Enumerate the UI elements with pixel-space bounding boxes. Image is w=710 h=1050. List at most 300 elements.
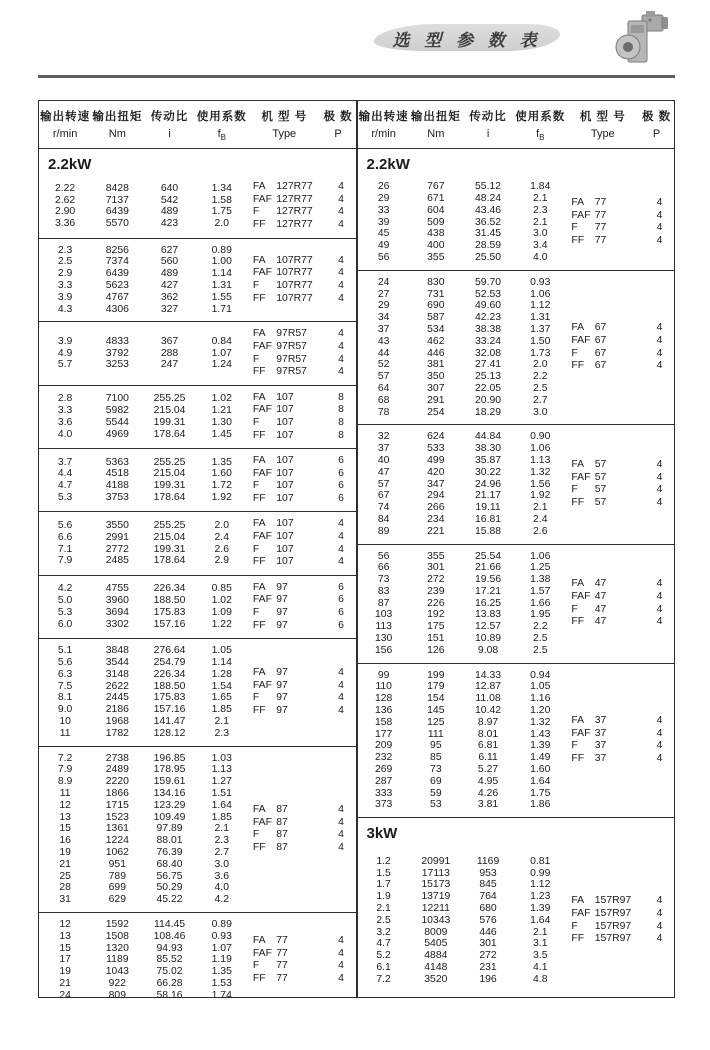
- cell-service-factor: 0.81: [530, 855, 551, 867]
- cell-torque: 4518: [105, 468, 129, 480]
- cell-ratio: 362: [160, 291, 179, 303]
- cell-service-factor: 3.0: [533, 406, 548, 418]
- cell-ratio: 489: [160, 268, 179, 280]
- table-row: [358, 621, 567, 633]
- type-designation: [566, 348, 645, 361]
- type-list: [566, 181, 674, 264]
- type-model: 67: [594, 347, 607, 359]
- type-model: 107R77: [276, 279, 313, 291]
- type-list: [566, 431, 674, 537]
- cell-ratio: 28.59: [475, 240, 502, 252]
- cell-torque: 192: [427, 609, 445, 621]
- type-model: 157R97: [594, 933, 632, 945]
- type-list: [566, 551, 674, 657]
- type-designation: [248, 392, 327, 405]
- table-header: [358, 101, 675, 149]
- type-designation: [248, 935, 327, 948]
- cell-ratio: 17.21: [475, 585, 502, 597]
- cell-speed: 7.9: [57, 764, 73, 776]
- pole-count: 4: [656, 715, 663, 727]
- cell-ratio: 25.50: [475, 251, 502, 263]
- type-row: [566, 578, 674, 591]
- pole-count: 6: [338, 455, 344, 467]
- cell-service-factor: 2.0: [214, 520, 229, 532]
- type-list: [248, 518, 356, 568]
- cell-torque: 4767: [105, 291, 129, 303]
- cell-ratio: 50.29: [156, 882, 183, 894]
- cell-speed: 49: [377, 240, 390, 252]
- cell-torque: 266: [427, 502, 445, 514]
- table-row: [39, 657, 248, 669]
- type-prefix: FAF: [252, 594, 272, 606]
- cell-torque: 7137: [105, 194, 129, 206]
- type-row: [248, 518, 356, 531]
- type-prefix: FF: [252, 972, 266, 984]
- cell-torque: 533: [427, 443, 445, 455]
- cell-service-factor: 0.93: [530, 276, 551, 288]
- pole-count: 4: [656, 920, 663, 932]
- pole-count: 6: [338, 492, 344, 504]
- cell-speed: 12: [59, 918, 71, 930]
- type-model: 97R57: [276, 366, 307, 378]
- type-designation: [248, 531, 327, 544]
- data-block: [39, 512, 356, 575]
- type-row: [566, 210, 674, 223]
- cell-torque: 789: [108, 870, 126, 882]
- cell-speed: 3.9: [57, 291, 73, 303]
- cell-speed: 12: [59, 799, 71, 811]
- table-row: [358, 479, 567, 491]
- table-header: [39, 101, 356, 149]
- table-row: [39, 619, 248, 631]
- cell-torque: 7374: [105, 256, 129, 268]
- table-row: [39, 336, 248, 348]
- cell-torque: 690: [427, 300, 445, 312]
- cell-service-factor: 1.24: [211, 359, 232, 371]
- cell-ratio: 11.08: [475, 693, 501, 705]
- cell-torque: 15173: [421, 879, 451, 891]
- cell-torque: 355: [427, 550, 445, 562]
- cell-ratio: 59.70: [475, 276, 502, 288]
- cell-torque: 5570: [105, 218, 129, 230]
- pole-count: 8: [338, 416, 344, 428]
- cell-speed: 158: [374, 716, 393, 728]
- table-row: [358, 776, 567, 788]
- cell-speed: 2.3: [57, 244, 73, 256]
- cell-torque: 381: [427, 359, 445, 371]
- type-model: 127R77: [276, 193, 313, 205]
- type-prefix: FA: [571, 715, 585, 727]
- cell-speed: 32: [377, 431, 390, 443]
- cell-torque: 3520: [424, 973, 448, 985]
- type-row: [248, 667, 356, 680]
- table-row: [358, 729, 567, 741]
- cell-torque: 8256: [105, 244, 129, 256]
- cell-ratio: 13.83: [475, 609, 502, 621]
- cell-speed: 5.1: [57, 645, 73, 657]
- type-model: 107: [276, 531, 294, 543]
- cell-service-factor: 1.86: [530, 799, 551, 811]
- cell-torque: 125: [427, 716, 445, 728]
- cell-speed: 56: [377, 251, 390, 263]
- cell-speed: 31: [59, 894, 71, 906]
- cell-torque: 5405: [424, 938, 448, 950]
- cell-ratio: 128.12: [153, 727, 186, 739]
- header-unit-5: P: [652, 128, 661, 140]
- type-model: 157R97: [594, 895, 632, 907]
- table-row: [358, 300, 567, 312]
- cell-ratio: 18.29: [475, 406, 502, 418]
- cell-service-factor: 1.45: [211, 428, 232, 440]
- table-row: [39, 555, 248, 567]
- cell-service-factor: 2.5: [533, 382, 548, 394]
- cell-ratio: 215.04: [153, 405, 186, 417]
- table-row: [39, 776, 248, 788]
- cell-speed: 73: [377, 574, 390, 586]
- pole-count: 4: [656, 347, 663, 359]
- cell-service-factor: 1.25: [530, 562, 551, 574]
- cell-service-factor: 1.64: [530, 914, 551, 926]
- pole-count: 4: [338, 960, 344, 972]
- type-row: [248, 341, 356, 354]
- cell-ratio: 66.28: [156, 977, 183, 989]
- table-row: [39, 753, 248, 765]
- type-designation: [566, 895, 645, 908]
- cell-service-factor: 2.4: [533, 513, 548, 525]
- cell-ratio: 10.42: [475, 705, 502, 717]
- cell-ratio: 109.49: [153, 811, 186, 823]
- pole-count: 4: [338, 947, 344, 959]
- cell-torque: 2738: [105, 752, 129, 764]
- type-prefix: FA: [571, 459, 585, 471]
- table-row: [39, 492, 248, 504]
- cell-ratio: 427: [160, 279, 179, 291]
- cell-torque: 671: [427, 192, 445, 204]
- cell-service-factor: 1.51: [211, 787, 232, 799]
- cell-ratio: 76.39: [156, 846, 183, 858]
- cell-ratio: 43.46: [475, 204, 502, 216]
- type-designation: [248, 219, 327, 232]
- cell-torque: 3694: [105, 607, 129, 619]
- type-row: [566, 222, 674, 235]
- table-row: [39, 764, 248, 776]
- cell-service-factor: 1.74: [211, 989, 232, 1001]
- cell-service-factor: 1.02: [211, 595, 232, 607]
- cell-speed: 3.7: [57, 456, 73, 468]
- unit-subscript: B: [220, 133, 226, 143]
- type-designation: [248, 705, 327, 718]
- table-row: [358, 240, 567, 252]
- cell-speed: 136: [374, 705, 393, 717]
- cell-service-factor: 1.06: [530, 443, 551, 455]
- pole-count: 4: [338, 935, 344, 947]
- type-designation: [248, 366, 327, 379]
- pole-count: 6: [338, 594, 344, 606]
- type-row: [248, 582, 356, 595]
- cell-service-factor: 2.0: [533, 359, 548, 371]
- type-designation: [566, 921, 645, 934]
- cell-service-factor: 2.5: [533, 633, 548, 645]
- cell-torque: 446: [427, 347, 445, 359]
- pole-count: 4: [338, 972, 344, 984]
- pole-count: 8: [338, 404, 344, 416]
- cell-service-factor: 0.99: [530, 867, 551, 879]
- cell-service-factor: 1.71: [211, 303, 232, 315]
- type-model: 77: [594, 222, 607, 234]
- cell-ratio: 25.13: [475, 371, 502, 383]
- cell-service-factor: 1.95: [530, 609, 551, 621]
- cell-ratio: 247: [160, 359, 179, 371]
- table-row: [358, 633, 567, 645]
- type-model: 87: [276, 804, 288, 816]
- type-model: 47: [594, 616, 607, 628]
- cell-speed: 3.6: [57, 416, 73, 428]
- header-labels-row: [358, 108, 675, 124]
- cell-torque: 5623: [105, 279, 129, 291]
- cell-service-factor: 1.85: [211, 811, 232, 823]
- type-designation: [566, 197, 645, 210]
- type-row: [248, 354, 356, 367]
- cell-speed: 2.8: [57, 393, 73, 405]
- type-list: [248, 392, 356, 442]
- cell-speed: 19: [59, 966, 71, 978]
- cell-speed: 2.9: [57, 268, 73, 280]
- cell-service-factor: 1.38: [530, 574, 551, 586]
- data-block: [358, 425, 675, 544]
- type-list: [248, 455, 356, 505]
- cell-service-factor: 2.3: [214, 727, 229, 739]
- data-block: [358, 271, 675, 426]
- type-row: [566, 715, 674, 728]
- cell-torque: 922: [108, 977, 126, 989]
- header-unit-4: Type: [590, 128, 615, 140]
- type-prefix: FAF: [571, 471, 591, 483]
- right-parameter-table: [357, 100, 676, 998]
- cell-service-factor: 1.31: [530, 312, 551, 324]
- cell-ratio: 9.08: [477, 644, 499, 656]
- cell-speed: 2.5: [376, 914, 391, 926]
- type-prefix: FA: [252, 328, 266, 340]
- cell-speed: 33: [377, 204, 390, 216]
- type-prefix: FF: [252, 292, 266, 304]
- type-model: 77: [276, 947, 288, 959]
- table-row: [39, 966, 248, 978]
- table-row: [358, 371, 567, 383]
- type-model: 107R77: [276, 292, 313, 304]
- type-model: 107: [276, 543, 294, 555]
- cell-torque: 12211: [421, 902, 450, 914]
- cell-ratio: 178.95: [153, 764, 186, 776]
- table-row: [39, 348, 248, 360]
- type-row: [248, 620, 356, 633]
- cell-service-factor: 0.89: [211, 244, 232, 256]
- type-prefix: FAF: [571, 590, 591, 602]
- cell-speed: 57: [377, 371, 390, 383]
- cell-speed: 3.9: [57, 335, 73, 347]
- cell-torque: 239: [427, 585, 445, 597]
- cell-torque: 1043: [105, 966, 129, 978]
- cell-service-factor: 1.00: [211, 256, 232, 268]
- type-model: 77: [276, 935, 288, 947]
- cell-torque: 5544: [105, 416, 129, 428]
- cell-torque: 350: [427, 371, 445, 383]
- cell-speed: 8.9: [57, 776, 73, 788]
- cell-torque: 272: [427, 574, 445, 586]
- power-section-label: 2.2kW: [48, 156, 92, 174]
- cell-torque: 4148: [424, 961, 448, 973]
- cell-torque: 2220: [105, 776, 129, 788]
- cell-speed: 5.0: [57, 595, 73, 607]
- type-list: [248, 919, 356, 1002]
- data-block: [39, 175, 356, 238]
- type-prefix: FA: [252, 391, 266, 403]
- table-row: [39, 835, 248, 847]
- cell-torque: 85: [430, 752, 442, 764]
- type-row: [248, 692, 356, 705]
- table-row: [358, 950, 567, 962]
- cell-speed: 156: [374, 644, 393, 656]
- cell-service-factor: 1.05: [530, 681, 551, 693]
- cell-ratio: 88.01: [156, 835, 183, 847]
- cell-speed: 3.2: [376, 926, 391, 938]
- cell-service-factor: 3.1: [533, 938, 548, 950]
- pole-count: 4: [656, 578, 663, 590]
- cell-service-factor: 2.9: [214, 555, 229, 567]
- cell-torque: 629: [108, 894, 126, 906]
- cell-service-factor: 2.0: [214, 218, 229, 230]
- type-prefix: F: [252, 607, 260, 619]
- pole-count: 4: [338, 353, 344, 365]
- cell-speed: 29: [377, 192, 390, 204]
- cell-torque: 534: [427, 323, 445, 335]
- type-prefix: F: [571, 222, 578, 234]
- cell-service-factor: 2.3: [533, 204, 548, 216]
- type-model: 77: [594, 209, 607, 221]
- unit-subscript: B: [539, 133, 545, 143]
- pole-count: 4: [338, 543, 344, 555]
- type-prefix: FF: [252, 841, 266, 853]
- cell-ratio: 188.50: [153, 680, 186, 692]
- cell-speed: 6.6: [57, 531, 73, 543]
- cell-ratio: 276.64: [153, 645, 186, 657]
- pole-count: 4: [656, 197, 663, 209]
- type-designation: [566, 715, 645, 728]
- cell-speed: 5.3: [57, 492, 73, 504]
- type-model: 37: [594, 753, 607, 765]
- type-model: 97: [276, 679, 288, 691]
- table-row: [39, 823, 248, 835]
- type-model: 107: [276, 556, 294, 568]
- type-row: [248, 219, 356, 232]
- cell-speed: 4.7: [376, 938, 391, 950]
- type-row: [248, 417, 356, 430]
- data-rows: [358, 181, 567, 264]
- cell-torque: 10343: [421, 914, 451, 926]
- type-model: 127R77: [276, 206, 313, 218]
- type-prefix: FA: [571, 322, 585, 334]
- cell-speed: 5.6: [57, 520, 73, 532]
- cell-service-factor: 1.58: [211, 194, 232, 206]
- cell-service-factor: 1.43: [530, 728, 551, 740]
- table-row: [39, 195, 248, 207]
- cell-ratio: 31.45: [475, 228, 502, 240]
- type-prefix: FF: [252, 218, 266, 230]
- data-block: [39, 386, 356, 449]
- pole-count: 6: [338, 619, 344, 631]
- data-block: [358, 664, 675, 819]
- table-row: [358, 879, 567, 891]
- cell-ratio: 640: [160, 182, 179, 194]
- pole-count: 4: [338, 667, 344, 679]
- cell-service-factor: 2.6: [533, 525, 548, 537]
- type-designation: [566, 484, 645, 497]
- type-prefix: F: [571, 740, 578, 752]
- type-model: 107: [276, 429, 294, 441]
- cell-service-factor: 1.32: [530, 716, 551, 728]
- type-model: 47: [594, 578, 607, 590]
- type-designation: [566, 360, 645, 373]
- pole-count: 4: [338, 267, 344, 279]
- cell-speed: 27: [377, 288, 390, 300]
- power-section-label: 3kW: [366, 825, 398, 843]
- type-designation: [248, 468, 327, 481]
- header-unit-5: P: [334, 128, 342, 140]
- cell-speed: 78: [377, 406, 390, 418]
- cell-torque: 1866: [105, 787, 129, 799]
- cell-speed: 128: [374, 693, 393, 705]
- cell-speed: 87: [377, 597, 390, 609]
- cell-torque: 2772: [105, 543, 129, 555]
- data-block: [358, 175, 675, 271]
- cell-ratio: 12.87: [475, 681, 502, 693]
- cell-service-factor: 0.84: [211, 335, 232, 347]
- cell-ratio: 1169: [476, 855, 500, 867]
- data-rows: [39, 645, 248, 739]
- cell-speed: 8.1: [57, 692, 73, 704]
- type-prefix: FA: [252, 667, 266, 679]
- table-row: [358, 193, 567, 205]
- table-row: [358, 868, 567, 880]
- cell-speed: 44: [377, 347, 390, 359]
- table-row: [358, 431, 567, 443]
- cell-torque: 1224: [105, 835, 129, 847]
- cell-torque: 8009: [424, 926, 448, 938]
- cell-speed: 67: [377, 490, 390, 502]
- cell-speed: 13: [59, 811, 71, 823]
- type-designation: [566, 210, 645, 223]
- data-rows: [39, 392, 248, 442]
- table-row: [39, 304, 248, 316]
- cell-service-factor: 1.60: [211, 468, 232, 480]
- type-prefix: FF: [571, 497, 585, 508]
- type-model: 87: [276, 816, 288, 828]
- cell-torque: 301: [427, 562, 445, 574]
- cell-torque: 604: [427, 204, 445, 216]
- table-row: [39, 468, 248, 480]
- type-designation: [248, 194, 327, 207]
- cell-service-factor: 2.7: [214, 846, 229, 858]
- type-designation: [566, 459, 645, 472]
- cell-torque: 179: [427, 681, 445, 693]
- type-designation: [248, 480, 327, 493]
- type-row: [248, 544, 356, 557]
- cell-ratio: 178.64: [153, 492, 186, 504]
- header-label-1: 输出扭矩: [92, 111, 143, 123]
- cell-ratio: 576: [479, 914, 497, 926]
- cell-speed: 99: [377, 669, 390, 681]
- type-designation: [566, 497, 645, 510]
- table-row: [358, 502, 567, 514]
